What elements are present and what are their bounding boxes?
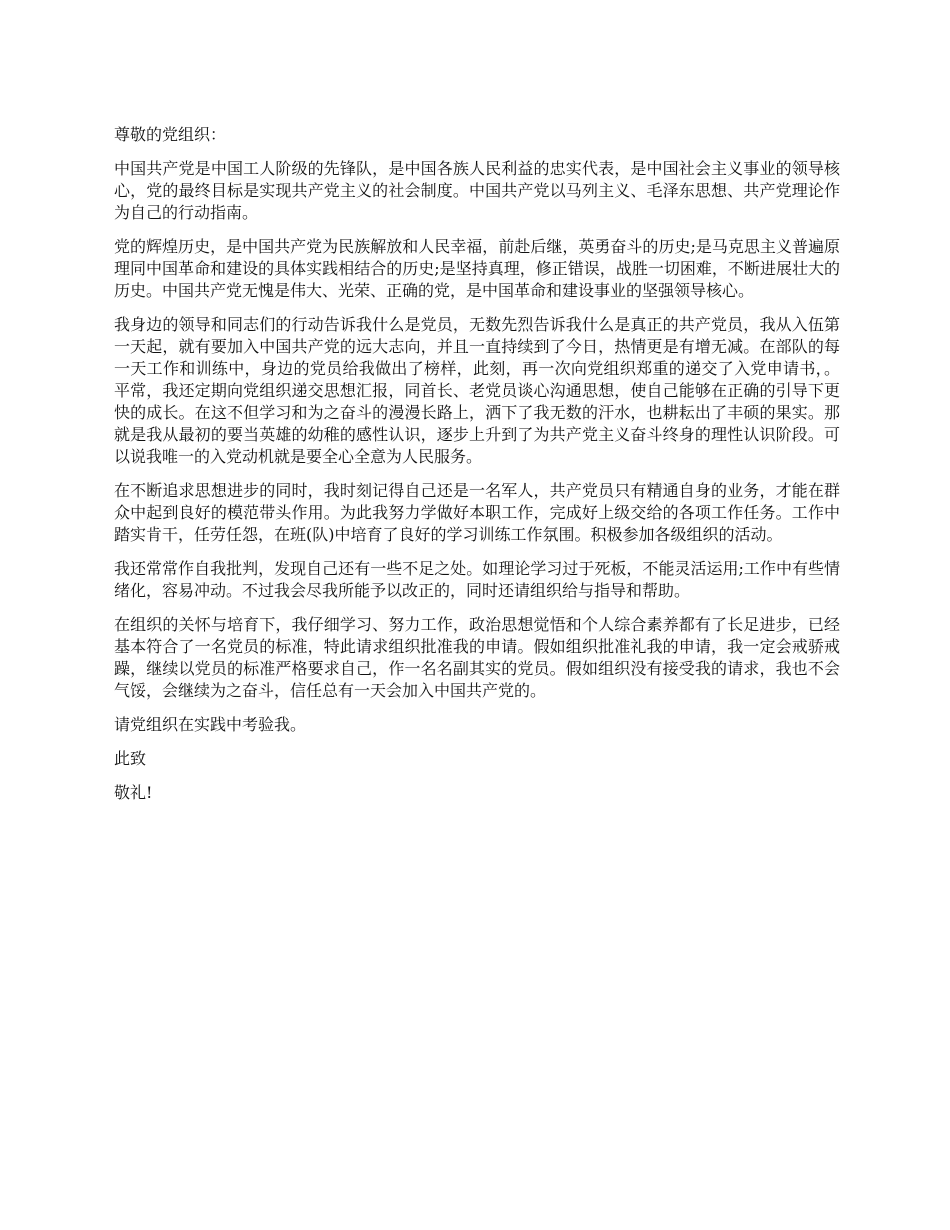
paragraph-1: 中国共产党是中国工人阶级的先锋队，是中国各族人民利益的忠实代表，是中国社会主义事业的领导核心，党的最终目标是实现共产党主义的社会制度。中国共产党以马列主义、毛泽东思想、共产党理论作为自己的行动指南。 [114, 159, 840, 222]
letter-page [114, 124, 840, 816]
paragraph-3: 我身边的领导和同志们的行动告诉我什么是党员，无数先烈告诉我什么是真正的共产党员，我从入伍第一天起，就有要加入中国共产党的远大志向，并且一直持续到了今日，热情更是有增无减。在部队的每一天工作和训练中，身边的党员给我做出了榜样，此刻，再一次向党组织郑重的递交了入党申请书，。平常，我还定期向党组织递交思想汇报，同首长、老党员谈心沟通思想，使自己能够在正确的引导下更快的成长。在这不但学习和为之奋斗的漫漫长路上，洒下了我无数的汗水，也耕耘出了丰硕的果实。那就是我从最初的要当英雄的幼稚的感性认识，逐步上升到了为共产党主义奋斗终身的理性认识阶段。可以说我唯一的入党动机就是要全心全意为人民服务。 [114, 315, 840, 466]
paragraph-6: 在组织的关怀与培育下，我仔细学习、努力工作，政治思想觉悟和个人综合素养都有了长足进步，已经基本符合了一名党员的标准，特此请求组织批准我的申请。假如组织批准礼我的申请，我一定会戒骄戒躁，继续以党员的标准严格要求自己，作一名名副其实的党员。假如组织没有接受我的请求，我也不会气馁，会继续为之奋斗，信任总有一天会加入中国共产党的。 [114, 615, 840, 700]
closing-jing-li: 敬礼! [114, 783, 153, 802]
paragraph-4: 在不断追求思想进步的同时，我时刻记得自己还是一名军人，共产党员只有精通自身的业务，才能在群众中起到良好的模范带头作用。为此我努力学做好本职工作，完成好上级交给的各项工作任务。工作中踏实肯干，任劳任怨，在班(队)中培育了良好的学习训练工作氛围。积极参加各级组织的活动。 [114, 481, 840, 544]
paragraph-7: 请党组织在实践中考验我。 [114, 715, 307, 734]
salutation: 尊敬的党组织： [114, 125, 227, 144]
paragraph-5: 我还常常作自我批判，发现自己还有一些不足之处。如理论学习过于死板，不能灵活运用;工作中有些情绪化，容易冲动。不过我会尽我所能予以改正的，同时还请组织给与指导和帮助。 [114, 559, 840, 600]
paragraph-2: 党的辉煌历史，是中国共产党为民族解放和人民幸福，前赴后继，英勇奋斗的历史;是马克思主义普遍原理同中国革命和建设的具体实践相结合的历史;是坚持真理，修正错误，战胜一切困难，不断进展壮大的历史。中国共产党无愧是伟大、光荣、正确的党，是中国革命和建设事业的坚强领导核心。 [114, 237, 840, 300]
closing-ci-zhi: 此致 [114, 749, 147, 768]
